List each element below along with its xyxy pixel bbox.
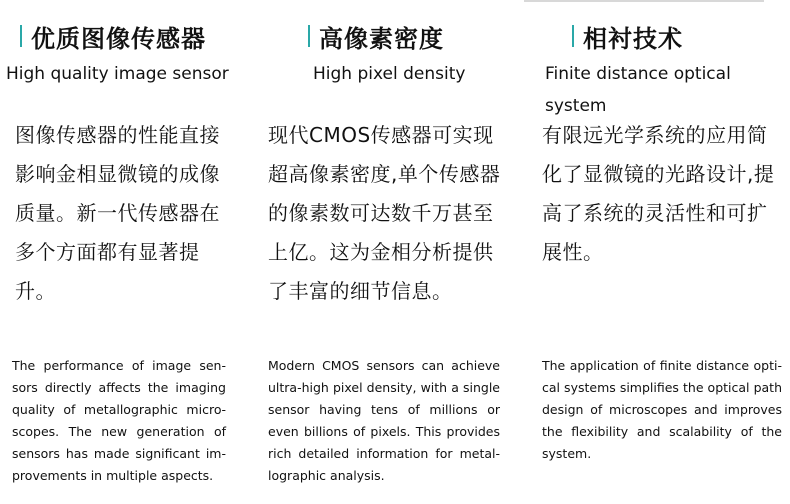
top-divider-line [524,0,764,2]
feature-description-zh: 有限远光学系统的应用简化了显微镜的光路设计,提高了系统的灵活性和可扩展性。 [542,123,775,264]
feature-title-en: Finite distance optical system [545,64,731,116]
feature-description-en: The performance of image sensors directly affects the imaging quality of metallographic microscopes. The new generation of sensors has made significant improvements in multiple aspects. [12,358,226,483]
feature-title-zh: 相衬技术 [583,24,683,53]
accent-bar [20,25,22,47]
feature-description-en: Modern CMOS sensors can achieve ultra-high pixel density, with a single sensor having tens of millions or even billions of pixels. This provides rich detailed information for metallographic analysis. [268,358,500,483]
feature-title-zh: 优质图像传感器 [31,24,206,53]
feature-title-en: High pixel density [313,64,466,84]
feature-title-en: High quality image sensor [6,64,229,84]
feature-heading [20,20,206,52]
feature-heading [572,20,683,52]
accent-bar [572,25,574,47]
feature-description-zh: 现代CMOS传感器可实现超高像素密度,单个传感器的像素数可达数千万甚至上亿。这为金相分析提供了丰富的细节信息。 [268,123,501,303]
feature-description-en: The application of finite distance optical systems simplifies the optical path design of microscopes and improves the flexibility and scalability of the system. [542,358,782,461]
feature-title-zh: 高像素密度 [319,24,444,53]
feature-description-zh: 图像传感器的性能直接影响金相显微镜的成像质量。新一代传感器在多个方面都有显著提升。 [15,123,220,303]
accent-bar [308,25,310,47]
feature-heading [308,20,444,52]
